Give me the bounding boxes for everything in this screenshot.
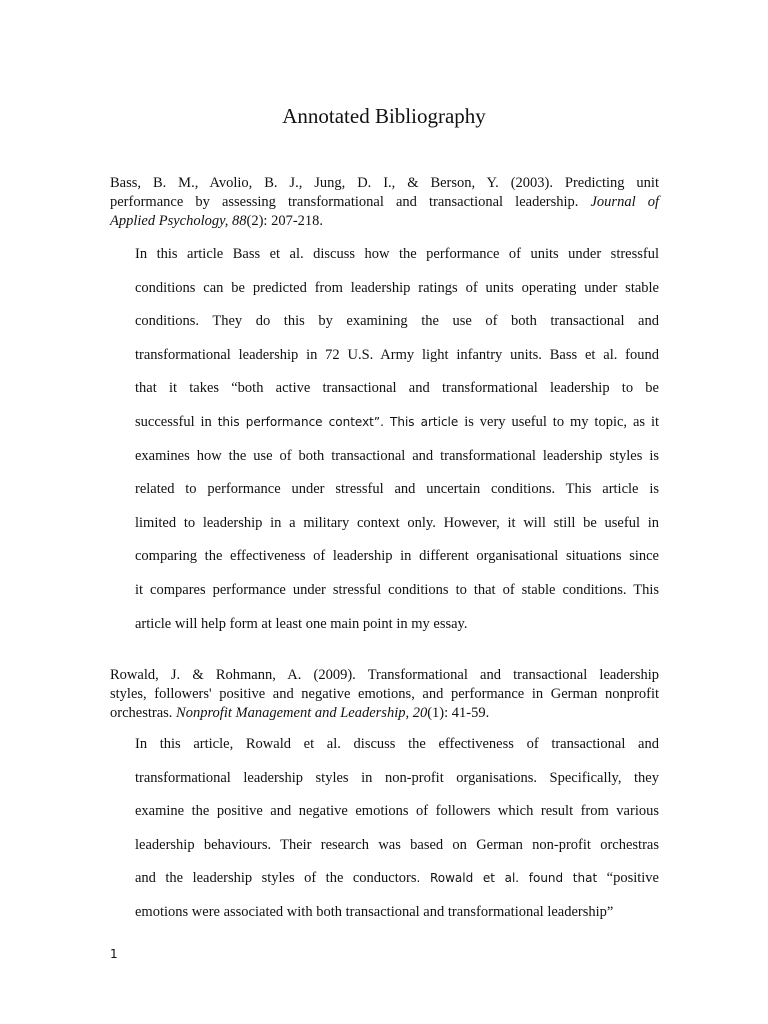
text-run: leadership behaviours. Their research was based on German non-profit orchestras	[135, 836, 659, 853]
text-run: that it takes “both active transactional and transformational leadership to be	[135, 380, 659, 397]
text-run: performance by assessing transformational and transactional leadership.	[110, 194, 591, 210]
annotation-rowald-2009	[135, 734, 659, 936]
text-run: examine the positive and negative emotions of followers which result from various	[135, 803, 659, 820]
citation-line	[110, 685, 659, 704]
annotation-line	[135, 902, 659, 936]
citation-rowald-2009	[110, 666, 659, 723]
text-run: (2): 207-218.	[246, 213, 324, 229]
text-run: article will help form at least one main point in my essay.	[135, 615, 468, 632]
text-run: transformational leadership styles in non-profit organisations. Specifically, they	[135, 769, 659, 786]
text-run: Bass, B. M., Avolio, B. J., Jung, D. I., & Berson, Y. (2003). Predicting unit	[110, 175, 659, 191]
annotation-line	[135, 378, 659, 412]
text-run: and the leadership styles of the conductors	[135, 870, 417, 887]
annotation-line	[135, 345, 659, 379]
text-run: transformational leadership in 72 U.S. Army light infantry units. Bass et al. found	[135, 346, 659, 363]
text-run: Rowald, J. & Rohmann, A. (2009). Transformational and transactional leadership	[110, 667, 659, 683]
text-run: conditions can be predicted from leadership ratings of units operating under stable	[135, 279, 659, 296]
citation-line	[110, 193, 659, 212]
text-run: successful in	[135, 413, 218, 430]
text-run: In this article Bass et al. discuss how the performance of units under stressful	[135, 246, 659, 262]
text-run: In this article, Rowald et al. discuss the effectiveness of transactional and	[135, 736, 659, 752]
annotation-line	[135, 513, 659, 547]
annotation-line	[135, 835, 659, 869]
text-run: this performance context”. This article	[217, 414, 459, 429]
text-run: . Rowald et al. found that	[416, 871, 598, 886]
text-run: styles, followers' positive and negative emotions, and performance in German nonprofit	[110, 686, 659, 702]
citation-bass-2003	[110, 174, 659, 231]
citation-line	[110, 212, 659, 231]
annotation-line	[135, 278, 659, 312]
annotation-line	[135, 244, 659, 278]
annotation-line	[135, 546, 659, 580]
italic-text: Journal of	[590, 194, 659, 210]
annotation-line	[135, 412, 659, 446]
text-run: related to performance under stressful and uncertain conditions. This article is	[135, 481, 659, 498]
text-run: comparing the effectiveness of leadership in different organisational situations since	[135, 548, 659, 565]
italic-text: Applied Psychology, 88	[110, 213, 247, 229]
annotation-line	[135, 479, 659, 513]
text-run: limited to leadership in a military context only. However, it will still be useful in	[135, 514, 659, 531]
text-run: orchestras.	[110, 705, 177, 721]
text-run: is very useful to my topic, as it	[458, 413, 659, 430]
citation-line	[110, 174, 659, 193]
annotation-line	[135, 768, 659, 802]
text-run: (1): 41-59.	[427, 705, 490, 721]
text-run: conditions. They do this by examining the use of both transactional and	[135, 313, 659, 330]
document-title: Annotated Bibliography	[282, 104, 486, 128]
annotation-line	[135, 734, 659, 768]
annotation-bass-2003	[135, 244, 659, 647]
text-run: “positive	[597, 870, 659, 887]
citation-line	[110, 666, 659, 685]
page-number: 1	[110, 947, 118, 961]
annotation-line	[135, 311, 659, 345]
text-run: emotions were associated with both transactional and transformational leadership”	[135, 903, 614, 920]
citation-line	[110, 704, 659, 723]
annotation-line	[135, 446, 659, 480]
text-run: examines how the use of both transactional and transformational leadership styles is	[135, 447, 659, 464]
annotation-line	[135, 614, 659, 648]
annotation-line	[135, 580, 659, 614]
italic-text: Nonprofit Management and Leadership, 20	[176, 705, 428, 721]
annotation-line	[135, 801, 659, 835]
annotation-line	[135, 868, 659, 902]
text-run: it compares performance under stressful conditions to that of stable conditions. This	[135, 581, 659, 598]
